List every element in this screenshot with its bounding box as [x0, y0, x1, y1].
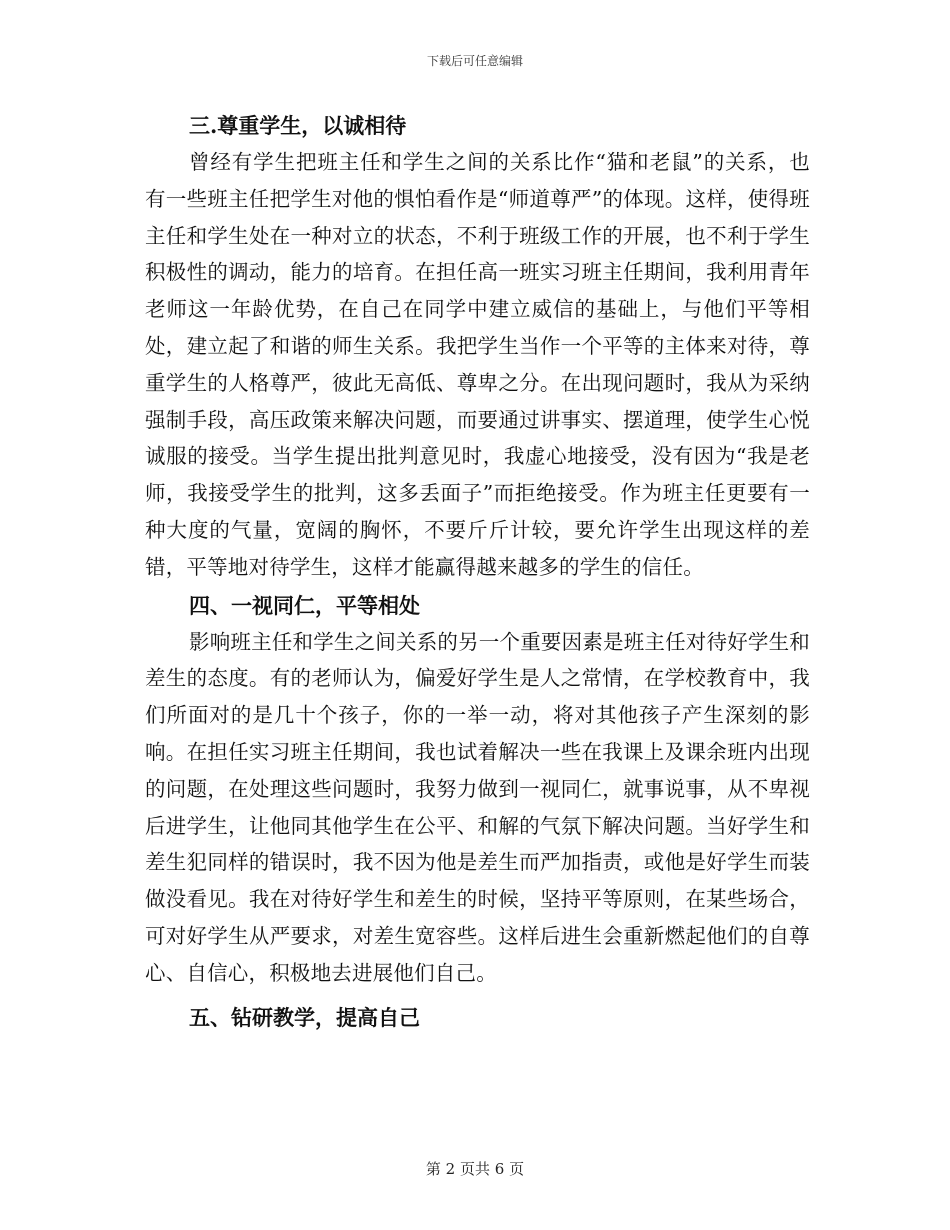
section-heading-3: 三.尊重学生，以诚相待 [189, 113, 407, 138]
section-heading-4: 四、一视同仁，平等相处 [189, 592, 420, 618]
page-footer: 第 2 页共 6 页 [425, 1160, 525, 1178]
section-paragraph-3: 曾经有学生把班主任和学生之间的关系比作“猫和老鼠”的关系，也有一些班主任把学生对他的惧怕看作是“师道尊严”的体现。这样，使得班主任和学生处在一种对立的状态，不利于班级工作的开展，也不利于学生积极性的调动，能力的培育。在担任高一班实习班主任期间，我利用青年老师这一年龄优势，在自己在同学中建立威信的基础上，与他们平等相处，建立起了和谐的师生关系。我把学生当作一个平等的主体来对待，尊重学生的人格尊严，彼此无高低、尊卑之分。在出现问题时，我从为采纳强制手段，高压政策来解决问题，而要通过讲事实、摆道理，使学生心悦诚服的接受。当学生提出批判意见时，我虚心地接受，没有因为“我是老师，我接受学生的批判，这多丢面子”而拒绝接受。作为班主任更要有一种大度的气量，宽阔的胸怀，不要斤斤计较，要允许学生出现这样的差错，平等地对待学生，这样才能赢得越来越多的学生的信任。 [145, 150, 810, 579]
document-body [145, 108, 810, 1036]
section-paragraph-4: 影响班主任和学生之间关系的另一个重要因素是班主任对待好学生和差生的态度。有的老师认为，偏爱好学生是人之常情，在学校教育中，我们所面对的是几十个孩子，你的一举一动，将对其他孩子产生深刻的影响。在担任实习班主任期间，我也试着解决一些在我课上及课余班内出现的问题，在处理这些问题时，我努力做到一视同仁，就事说事，从不卑视后进学生，让他同其他学生在公平、和解的气氛下解决问题。当好学生和差生犯同样的错误时，我不因为他是差生而严加指责，或他是好学生而装做没看见。我在对待好学生和差生的时候，坚持平等原则，在某些场合，可对好学生从严要求，对差生宽容些。这样后进生会重新燃起他们的自尊心、自信心，积极地去进展他们自己。 [145, 629, 810, 985]
section-heading-5: 五、钻研教学，提高自己 [189, 1004, 420, 1030]
page-header: 下载后可任意编辑 [426, 54, 523, 68]
